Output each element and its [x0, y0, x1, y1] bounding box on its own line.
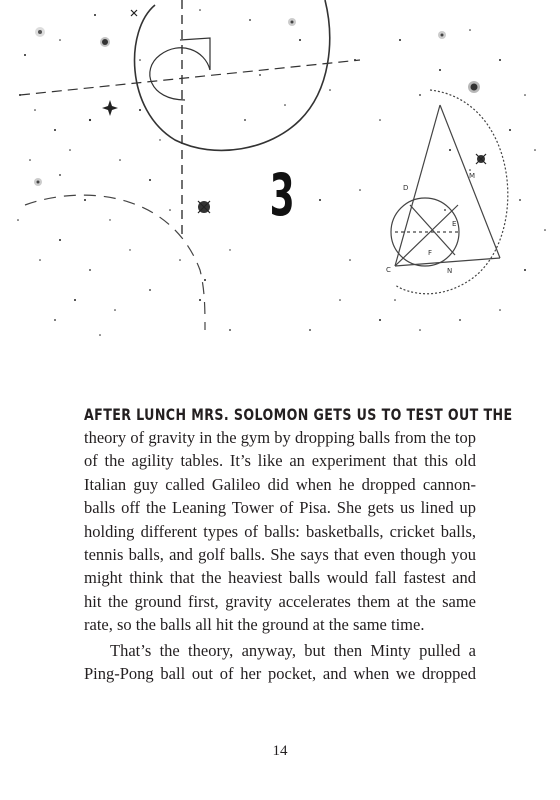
- text-line: rate, so the balls all hit the ground at the same time.: [84, 615, 425, 635]
- text-line: hit the ground first, gravity accelerates them at the same: [84, 591, 476, 611]
- label-c: C: [386, 266, 391, 274]
- label-d: D: [403, 184, 409, 192]
- text-line: holding different types of balls: basketballs, cricket balls,: [84, 521, 476, 541]
- geometry-diagram: [391, 90, 508, 294]
- label-n: N: [447, 267, 453, 275]
- label-m: M: [469, 172, 476, 180]
- text-line: Italian guy called Galileo did when he dropped cannon-: [84, 474, 476, 494]
- text-line: might think that the heaviest balls would fall fastest and: [84, 568, 476, 588]
- sparkle-star-icon: [102, 100, 118, 116]
- paragraph-2: [84, 639, 476, 686]
- text-line: of the agility tables. It’s like an experiment that this old: [84, 451, 476, 471]
- upper-circle-diagram: [20, 0, 360, 240]
- cross-stars: [131, 10, 486, 213]
- paragraph-1: [84, 426, 476, 637]
- label-f: F: [428, 249, 433, 257]
- label-e: E: [452, 220, 457, 228]
- glowing-stars: [34, 18, 480, 186]
- text-line: That’s the theory, anyway, but then Minty pulled a: [110, 640, 476, 660]
- page-number: 14: [272, 743, 288, 759]
- text-line: tennis balls, and golf balls. She says that even though you: [84, 544, 476, 564]
- text-line: Ping-Pong ball out of her pocket, and when we dropped: [84, 663, 476, 683]
- body-text: [84, 404, 513, 685]
- opening-caps-line: AFTER LUNCH MRS. SOLOMON GETS US TO TEST OUT THE: [84, 405, 513, 424]
- text-line: theory of gravity in the gym by dropping balls from the top: [84, 428, 476, 447]
- chapter-number: 3: [269, 161, 295, 229]
- text-line: balls off the Leaning Tower of Pisa. She gets us lined up: [84, 498, 476, 518]
